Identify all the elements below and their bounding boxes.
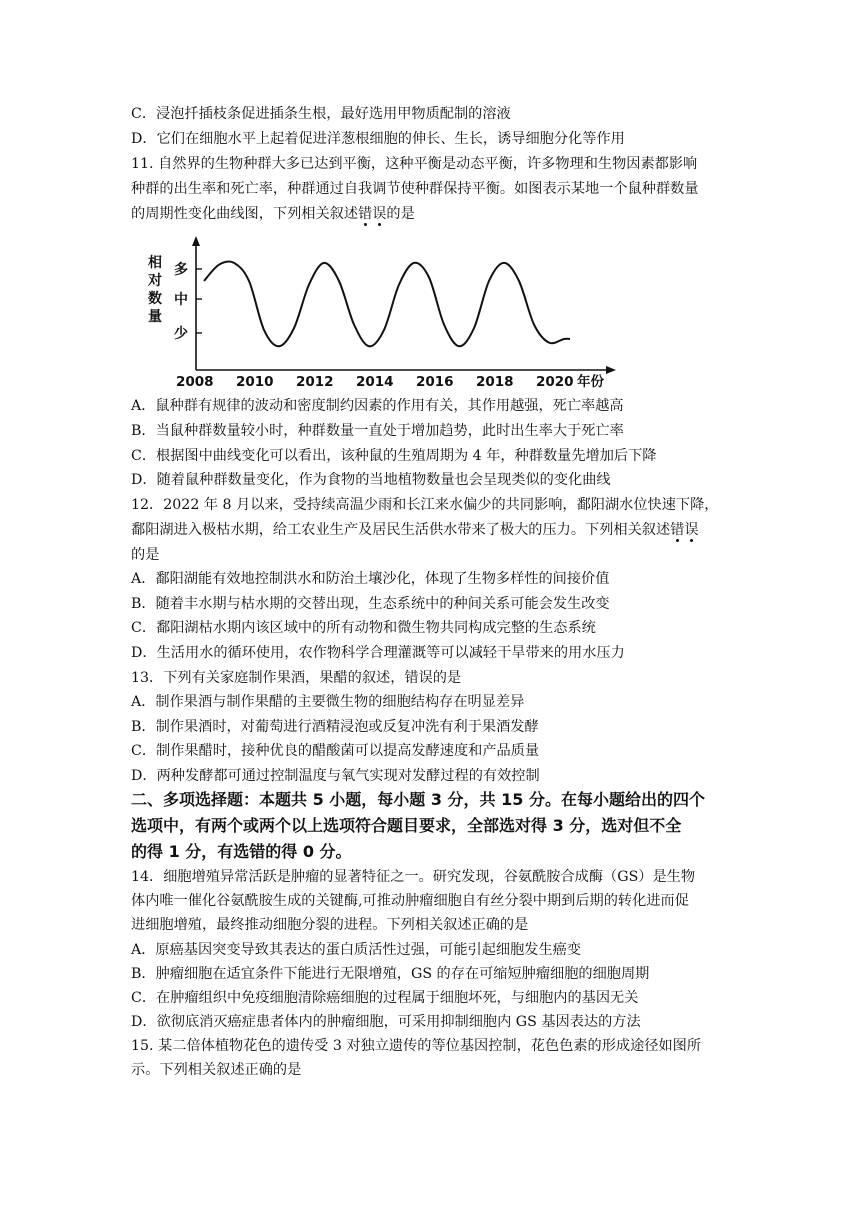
question-14-line-3: 进细胞增殖，最终推动细胞分裂的进程。下列相关叙述正确的是 bbox=[131, 917, 529, 933]
x-axis-label: 年份 bbox=[577, 374, 604, 390]
option-b-q12: B．随着丰水期与枯水期的交替出现，生态系统中的种间关系可能会发生改变 bbox=[131, 596, 610, 612]
question-11-line-2: 种群的出生率和死亡率，种群通过自我调节使种群保持平衡。如图表示某地一个鼠种群数量 bbox=[131, 181, 699, 197]
x-tick-label: 2018 bbox=[476, 374, 514, 390]
question-11-line-1: 11. 自然界的生物种群大多已达到平衡，这种平衡是动态平衡，许多物理和生物因素都影响 bbox=[131, 156, 698, 172]
question-12-line-2 bbox=[131, 520, 699, 540]
option-b-q14: B．肿瘤细胞在适宜条件下能进行无限增殖，GS 的存在可缩短肿瘤细胞的细胞周期 bbox=[131, 966, 650, 982]
question-14-line-1: 14．细胞增殖异常活跃是肿瘤的显著特征之一。研究发现，谷氨酰胺合成酶（GS）是生物 bbox=[131, 869, 696, 885]
option-c-q11: C．根据图中曲线变化可以看出，该种鼠的生殖周期为 4 年，种群数量先增加后下降 bbox=[131, 448, 657, 464]
x-tick-label: 2008 bbox=[176, 374, 214, 390]
emphasis-char: 误 bbox=[372, 206, 387, 222]
question-13: 13．下列有关家庭制作果酒，果醋的叙述，错误的是 bbox=[131, 670, 462, 686]
q11-stem-end: 的是 bbox=[386, 206, 415, 222]
x-axis-arrow bbox=[606, 366, 616, 374]
population-chart bbox=[140, 232, 620, 392]
option-d-q11: D．随着鼠种群数量变化，作为食物的当地植物数量也会呈现类似的变化曲线 bbox=[131, 472, 611, 488]
option-c-q12: C．鄱阳湖枯水期内该区域中的所有动物和微生物共同构成完整的生态系统 bbox=[131, 620, 596, 636]
emphasis-char: 误 bbox=[684, 522, 699, 538]
option-d-q10: D．它们在细胞水平上起着促进洋葱根细胞的伸长、生长，诱导细胞分化等作用 bbox=[131, 131, 625, 147]
y-label-char-1: 相 bbox=[148, 255, 162, 271]
x-tick-label: 2020 bbox=[536, 374, 574, 390]
y-tick-label: 中 bbox=[174, 292, 188, 308]
section-heading-line-1: 二、多项选择题：本题共 5 小题，每小题 3 分，共 15 分。在每小题给出的四个 bbox=[131, 790, 705, 809]
question-15-line-2: 示。下列相关叙述正确的是 bbox=[131, 1062, 302, 1078]
x-tick-label: 2012 bbox=[296, 374, 334, 390]
option-c-q14: C．在肿瘤组织中免疫细胞清除癌细胞的过程属于细胞坏死，与细胞内的基因无关 bbox=[131, 990, 639, 1006]
y-tick-label: 少 bbox=[174, 326, 188, 342]
option-b-q13: B．制作果酒时，对葡萄进行酒精浸泡或反复冲洗有利于果酒发酵 bbox=[131, 719, 539, 735]
option-a-q12: A．鄱阳湖能有效地控制洪水和防治土壤沙化，体现了生物多样性的间接价值 bbox=[131, 571, 610, 587]
q11-stem-text: 的周期性变化曲线图，下列相关叙述 bbox=[131, 206, 359, 222]
question-15-line-1: 15. 某二倍体植物花色的遗传受 3 对独立遗传的等位基因控制，花色色素的形成途径如图所 bbox=[131, 1038, 702, 1054]
x-tick-label: 2010 bbox=[236, 374, 274, 390]
population-curve bbox=[204, 261, 570, 346]
emphasis-char: 错 bbox=[670, 522, 685, 538]
question-12-line-3: 的是 bbox=[131, 547, 160, 563]
option-d-q12: D．生活用水的循环使用，农作物科学合理灌溉等可以减轻干旱带来的用水压力 bbox=[131, 645, 625, 661]
option-c-q10: C．浸泡扦插枝条促进插条生根，最好选用甲物质配制的溶液 bbox=[131, 106, 511, 122]
y-tick-label: 多 bbox=[174, 262, 188, 278]
option-a-q13: A．制作果酒与制作果醋的主要微生物的细胞结构存在明显差异 bbox=[131, 694, 525, 710]
option-b-q11: B．当鼠种群数量较小时，种群数量一直处于增加趋势，此时出生率大于死亡率 bbox=[131, 423, 624, 439]
y-label-char-4: 量 bbox=[148, 309, 162, 325]
question-11-line-3 bbox=[131, 204, 415, 224]
question-14-line-2: 体内唯一催化谷氨酰胺生成的关键酶,可推动肿瘤细胞自有丝分裂中期到后期的转化进而促 bbox=[131, 893, 689, 909]
question-12-line-1: 12．2022 年 8 月以来，受持续高温少雨和长江来水偏少的共同影响，鄱阳湖水位快速下降， bbox=[131, 497, 719, 513]
option-d-q14: D．欲彻底消灭癌症患者体内的肿瘤细胞，可采用抑制细胞内 GS 基因表达的方法 bbox=[131, 1014, 641, 1030]
q12-stem-text: 鄱阳湖进入极枯水期，给工农业生产及居民生活供水带来了极大的压力。下列相关叙述 bbox=[131, 522, 671, 538]
option-a-q14: A．原癌基因突变导致其表达的蛋白质活性过强，可能引起细胞发生癌变 bbox=[131, 942, 582, 958]
option-c-q13: C．制作果醋时，接种优良的醋酸菌可以提高发酵速度和产品质量 bbox=[131, 743, 540, 759]
option-d-q13: D．两种发酵都可通过控制温度与氧气实现对发酵过程的有效控制 bbox=[131, 768, 540, 784]
x-tick-label: 2016 bbox=[416, 374, 454, 390]
y-label-char-2: 对 bbox=[148, 273, 162, 289]
emphasis-char: 错 bbox=[358, 206, 373, 222]
section-heading-line-3: 的得 1 分，有选错的得 0 分。 bbox=[131, 842, 352, 861]
y-label-char-3: 数 bbox=[148, 291, 162, 307]
x-tick-label: 2014 bbox=[356, 374, 394, 390]
option-a-q11: A．鼠种群有规律的波动和密度制约因素的作用有关，其作用越强，死亡率越高 bbox=[131, 398, 624, 414]
y-axis-arrow bbox=[192, 236, 200, 246]
section-heading-line-2: 选项中，有两个或两个以上选项符合题目要求，全部选对得 3 分，选对但不全 bbox=[131, 816, 682, 835]
